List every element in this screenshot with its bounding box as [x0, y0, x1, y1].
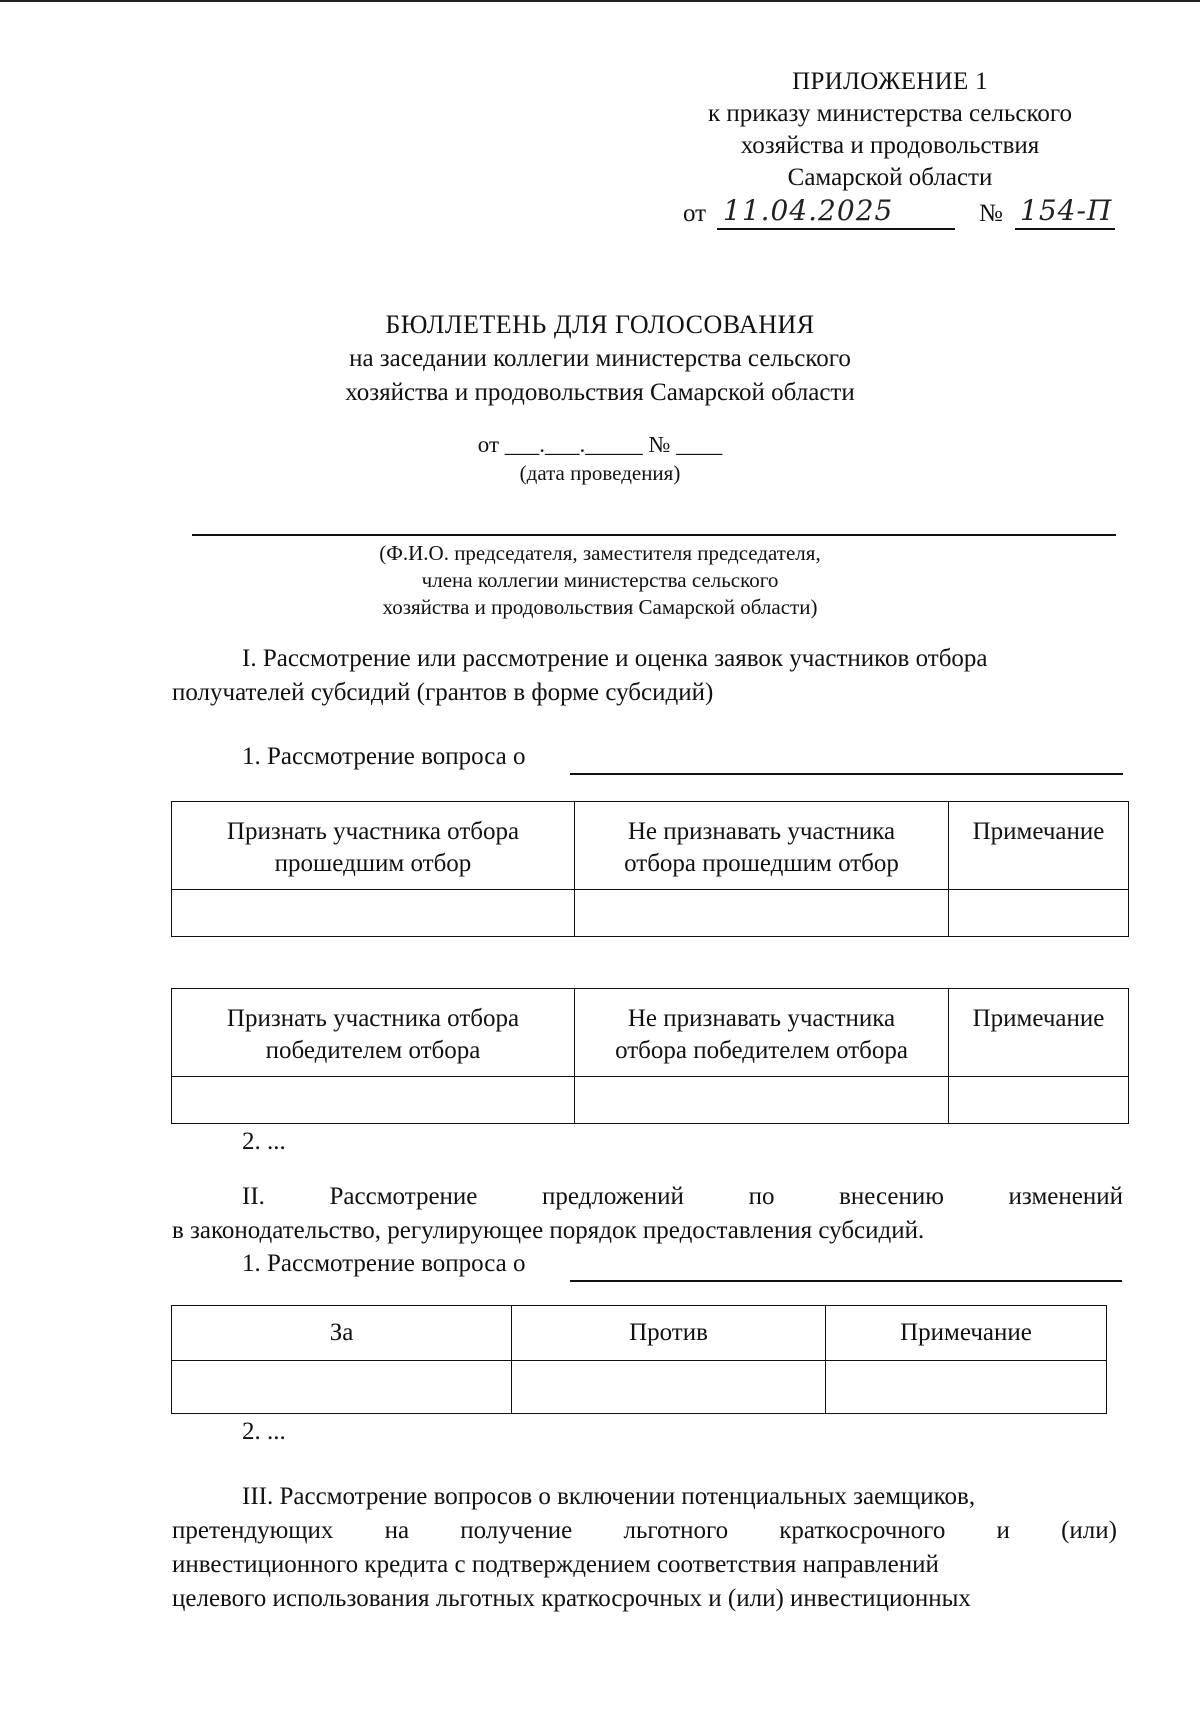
section-2-heading-line-1: II. Рассмотрение предложений по внесению изменений: [242, 1183, 1123, 1210]
appendix-heading: ПРИЛОЖЕНИЕ 1: [792, 68, 988, 95]
section-1-question-blank[interactable]: [570, 773, 1123, 775]
appendix-line-3: Самарской области: [787, 164, 993, 191]
table-vote-row: [172, 1077, 1129, 1124]
vote-cell-admit-winner[interactable]: [172, 1077, 575, 1124]
order-number-underline: [1015, 228, 1115, 230]
vote-cell-admit-passed[interactable]: [172, 890, 575, 937]
section-3-line-2: претендующих на получение льготного краткосрочного и (или): [172, 1517, 1117, 1544]
order-date-handwritten: 11.04.2025: [723, 194, 894, 227]
ballot-subtitle: [0, 342, 1200, 410]
table-header-row: [172, 1306, 1107, 1361]
section-1-heading-line-2: получателей субсидий (грантов в форме субсидий): [172, 679, 714, 706]
table-vote-row: [172, 890, 1129, 937]
fio-caption-line-1: (Ф.И.О. председателя, заместителя председателя,: [379, 541, 821, 565]
vote-cell-against[interactable]: [512, 1361, 826, 1414]
appendix-line-2: хозяйства и продовольствия: [740, 132, 1040, 159]
section-2-question-label: 1. Рассмотрение вопроса о: [242, 1250, 526, 1277]
header-note: Примечание: [949, 989, 1129, 1077]
section-2-question-blank[interactable]: [570, 1280, 1122, 1282]
section-1-heading: [172, 642, 1123, 710]
vote-cell-note[interactable]: [826, 1361, 1107, 1414]
table-vote-row: [172, 1361, 1107, 1414]
ballot-subtitle-line-2: хозяйства и продовольствия Самарской области: [345, 379, 855, 406]
section-3-line-4: целевого использования льготных краткосрочных и (или) инвестиционных: [172, 1585, 971, 1612]
header-note: Примечание: [826, 1306, 1107, 1361]
section-3-text: [172, 1480, 1117, 1616]
fio-caption-line-3: хозяйства и продовольствия Самарской области): [382, 595, 818, 619]
section-3-line-3: инвестиционного кредита с подтверждением соответствия направлений: [172, 1551, 939, 1578]
section-1-selection-table: [171, 801, 1129, 937]
fio-caption-line-2: члена коллегии министерства сельского: [421, 568, 779, 592]
header-against: Против: [512, 1306, 826, 1361]
header-not-admit-winner: Не признавать участника отбора победителем отбора: [575, 989, 949, 1077]
section-2-more: 2. ...: [242, 1418, 286, 1445]
table-header-row: [172, 802, 1129, 890]
section-2-heading: [172, 1180, 1123, 1248]
scan-top-edge: [0, 0, 1200, 2]
order-number-handwritten: 154-П: [1020, 194, 1113, 227]
order-from-label: от: [683, 200, 707, 227]
meeting-date-field[interactable]: от ___.___._____ № ____: [477, 432, 723, 457]
section-2-question: [242, 1250, 1122, 1278]
header-note: Примечание: [949, 802, 1129, 890]
vote-cell-for[interactable]: [172, 1361, 512, 1414]
vote-cell-note[interactable]: [949, 1077, 1129, 1124]
section-1-winner-table: [171, 988, 1129, 1124]
fio-input-line[interactable]: [192, 534, 1116, 536]
section-1-more: 2. ...: [242, 1128, 286, 1155]
section-3-line-1: III. Рассмотрение вопросов о включении потенциальных заемщиков,: [242, 1483, 976, 1510]
order-number-label: №: [979, 200, 1003, 227]
header-not-admit-passed: Не признавать участника отбора прошедшим отбор: [575, 802, 949, 890]
header-admit-passed: Признать участника отбора прошедшим отбор: [172, 802, 575, 890]
section-1-question-label: 1. Рассмотрение вопроса о: [242, 743, 526, 770]
vote-cell-not-admit-winner[interactable]: [575, 1077, 949, 1124]
section-1-question: [242, 743, 1122, 771]
section-2-vote-table: [171, 1305, 1107, 1414]
ballot-subtitle-line-1: на заседании коллегии министерства сельского: [349, 345, 851, 372]
appendix-line-1: к приказу министерства сельского: [707, 100, 1072, 127]
vote-cell-not-admit-passed[interactable]: [575, 890, 949, 937]
section-1-heading-line-1: I. Рассмотрение или рассмотрение и оценка заявок участников отбора: [242, 645, 988, 672]
table-header-row: [172, 989, 1129, 1077]
meeting-date-caption: (дата проведения): [519, 461, 681, 485]
appendix-block: [640, 66, 1140, 194]
header-for: За: [172, 1306, 512, 1361]
order-reference: [683, 194, 1123, 234]
vote-cell-note[interactable]: [949, 890, 1129, 937]
fio-caption: [0, 540, 1200, 621]
ballot-title: БЮЛЛЕТЕНЬ ДЛЯ ГОЛОСОВАНИЯ: [385, 310, 815, 339]
header-admit-winner: Признать участника отбора победителем отбора: [172, 989, 575, 1077]
section-2-heading-line-2: в законодательство, регулирующее порядок предоставления субсидий.: [172, 1217, 925, 1244]
order-date-underline: [717, 228, 955, 230]
